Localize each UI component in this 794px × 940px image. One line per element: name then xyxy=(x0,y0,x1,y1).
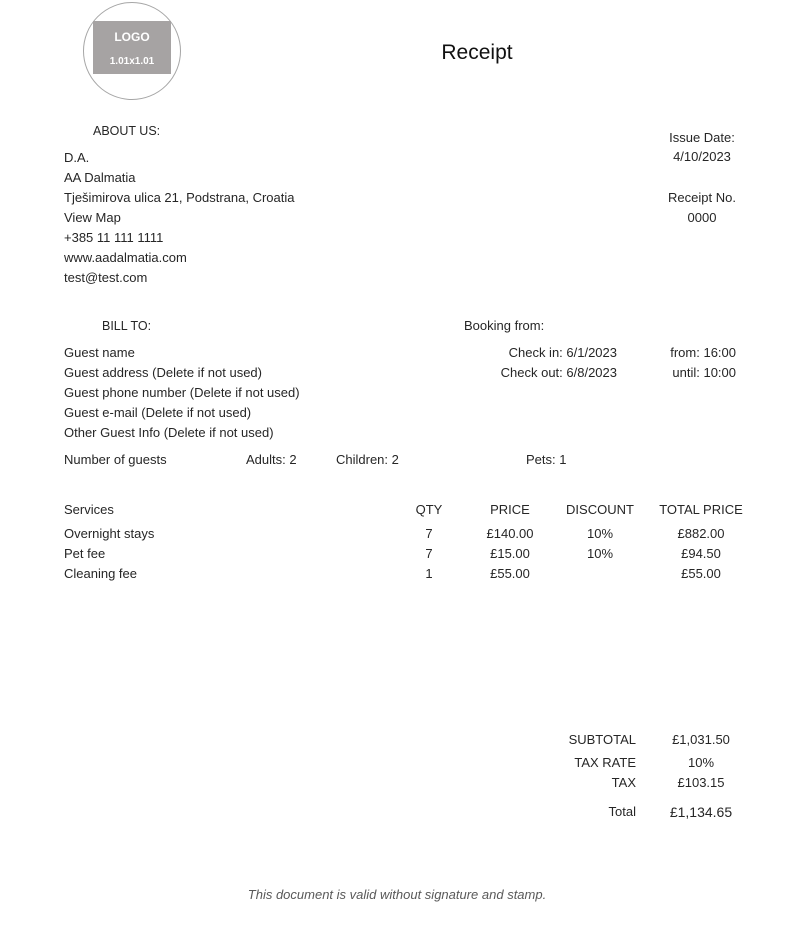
subtotal-label: SUBTOTAL xyxy=(568,732,636,747)
guest-phone: Guest phone number (Delete if not used) xyxy=(64,385,300,400)
view-map-link[interactable]: View Map xyxy=(64,210,121,225)
about-address: Tješimirova ulica 21, Podstrana, Croatia xyxy=(64,190,295,205)
service-discount: 10% xyxy=(586,526,614,541)
pets-count: Pets: 1 xyxy=(526,452,567,467)
issue-date-label: Issue Date: xyxy=(669,130,735,145)
total-label: Total xyxy=(608,804,636,819)
receipt-no-value: 0000 xyxy=(687,210,717,225)
about-heading: ABOUT US: xyxy=(93,124,161,138)
service-total: £882.00 xyxy=(677,526,725,541)
children-count: Children: 2 xyxy=(336,452,399,467)
col-header-discount: DISCOUNT xyxy=(566,502,634,517)
about-line: AA Dalmatia xyxy=(64,170,136,185)
adults-count: Adults: 2 xyxy=(246,452,297,467)
service-price: £140.00 xyxy=(486,526,534,541)
about-email: test@test.com xyxy=(64,270,148,285)
tax-rate-value: 10% xyxy=(687,755,715,770)
check-out: Check out: 6/8/2023 xyxy=(500,365,617,380)
service-qty: 1 xyxy=(425,566,433,581)
col-header-price: PRICE xyxy=(490,502,530,517)
guest-other-info: Other Guest Info (Delete if not used) xyxy=(64,425,274,440)
guest-address: Guest address (Delete if not used) xyxy=(64,365,262,380)
issue-date-value: 4/10/2023 xyxy=(673,149,731,164)
service-price: £55.00 xyxy=(490,566,530,581)
bill-to-heading: BILL TO: xyxy=(102,319,152,333)
service-price: £15.00 xyxy=(490,546,530,561)
tax-rate-label: TAX RATE xyxy=(574,755,636,770)
booking-heading: Booking from: xyxy=(464,318,545,333)
guests-label: Number of guests xyxy=(64,452,167,467)
guest-name: Guest name xyxy=(64,345,135,360)
total-value: £1,134.65 xyxy=(669,804,733,820)
logo-placeholder xyxy=(93,21,171,74)
service-name: Overnight stays xyxy=(64,526,155,541)
receipt-no-label: Receipt No. xyxy=(668,190,736,205)
col-header-qty: QTY xyxy=(415,502,443,517)
col-header-services: Services xyxy=(64,502,114,517)
page-title: Receipt xyxy=(441,41,513,64)
service-name: Pet fee xyxy=(64,546,106,561)
guest-email: Guest e-mail (Delete if not used) xyxy=(64,405,252,420)
logo-size-label: 1.01x1.01 xyxy=(109,56,155,67)
about-phone: +385 11 111 1111 xyxy=(64,230,164,245)
service-discount: 10% xyxy=(586,546,614,561)
footer-note: This document is valid without signature and stamp. xyxy=(247,887,547,902)
about-website: www.aadalmatia.com xyxy=(64,250,187,265)
service-qty: 7 xyxy=(425,546,433,561)
col-header-total: TOTAL PRICE xyxy=(659,502,743,517)
service-total: £94.50 xyxy=(681,546,721,561)
subtotal-value: £1,031.50 xyxy=(672,732,730,747)
service-name: Cleaning fee xyxy=(64,566,137,581)
service-total: £55.00 xyxy=(681,566,721,581)
tax-label: TAX xyxy=(611,775,636,790)
check-in: Check in: 6/1/2023 xyxy=(508,345,617,360)
tax-value: £103.15 xyxy=(677,775,725,790)
about-line: D.A. xyxy=(64,150,90,165)
logo-label: LOGO xyxy=(114,30,150,44)
check-out-time: until: 10:00 xyxy=(672,365,736,380)
service-qty: 7 xyxy=(425,526,433,541)
check-in-time: from: 16:00 xyxy=(670,345,736,360)
